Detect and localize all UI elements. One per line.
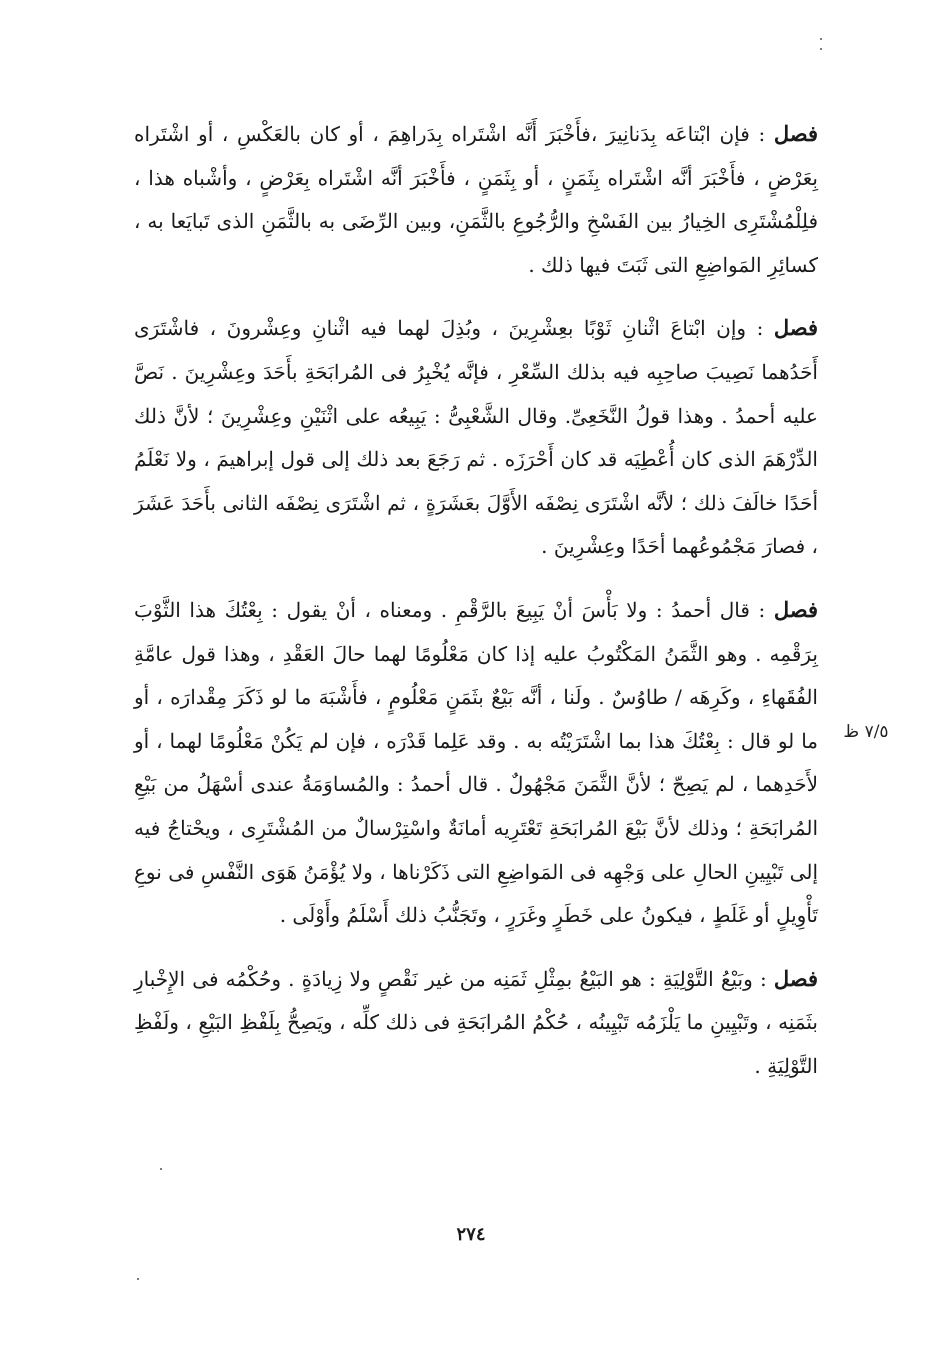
page-number: ٢٧٤ (456, 1224, 486, 1245)
scan-speck (160, 1168, 162, 1170)
section-label: فصل (773, 965, 819, 991)
section-2 (134, 306, 818, 569)
section-text: : وبَيْعُ التَّوْلِيَةِ : هو البَيْعُ بمِثْلِ ثَمَنِه من غير نَقْصٍ ولا زِيادَةٍ . وحُكْمُه فى الإِخْبارِ بثَمَنِه ، وتَبْيِينِ ما يَلْزَمُه تَبْيِينُه ، حُكْمُ المُرابَحَةِ فى ذلك كلِّه ، ويَصِحُّ بِلَفْظِ البَيْعِ ، ولَفْظِ التَّوْلِيَةِ . (134, 966, 818, 1078)
scan-speck (820, 48, 822, 50)
manuscript-folio-note: ٧/٥ ظ (843, 722, 889, 742)
scan-speck (137, 1278, 139, 1280)
section-text: : قال أحمدُ : ولا بَأْسَ أنْ يَبِيعَ بالرَّقْمِ . ومعناه ، أنْ يقول : بِعْتُكَ هذا الثَّوْبَ بِرَقْمِه . وهو الثَّمَنُ المَكْتُوبُ عليه إذا كان مَعْلُومًا لهما حالَ العَقْدِ ، وهذا قول عامَّةِ الفُقَهاءِ ، وكَرِهَه / طاوُسٌ . ولَنا ، أنَّه بَيْعٌ بثَمَنٍ مَعْلُومٍ ، فأَشْبَهَ ما لو ذَكَرَ مِقْدارَه ، أو ما لو قال : بِعْتُكَ هذا بما اشْتَرَيْتُه به . وقد عَلِما قَدْرَه ، فإن لم يَكُنْ مَعْلُومًا لهما ، أو لأَحَدِهما ، لم يَصِحّ ؛ لأنَّ الثَّمَنَ مَجْهُولٌ . قال أحمدُ : والمُساوَمَةُ عندى أسْهَلُ من بَيْعِ المُرابَحَةِ ؛ وذلك لأنَّ بَيْعَ المُرابَحَةِ تَعْتَرِيه أمانَةٌ واسْتِرْسالٌ من المُشْتَرِى ، ويحْتاجُ فيه إلى تَبْيِينِ الحالِ على وَجْهِه فى المَواضِعِ التى ذَكَرْناها ، ولا يُؤْمَنُ هَوَى النَّفْسِ فى نوعِ تَأْوِيلٍ أو غَلَطٍ ، فيكونُ على خَطَرٍ وغَرَرٍ ، وتَجَنُّبُ ذلك أَسْلَمُ وأَوْلَى . (134, 597, 818, 928)
page-body (134, 112, 818, 1107)
section-label: فصل (773, 315, 819, 341)
section-3 (134, 588, 818, 938)
section-label: فصل (773, 121, 818, 146)
section-label: فصل (773, 596, 818, 622)
section-1 (134, 112, 818, 287)
section-text: : فإن ابْتاعَه بِدَنانِيرَ ،فأَخْبَرَ أَنَّه اشْتَراه بِدَراهِمَ ، أو كان بالعَكْسِ ، أو اشْتَراه بِعَرْضٍ ، فأَخْبَرَ أنَّه اشْتَراه بِثَمَنٍ ، أو بِثَمَنٍ ، فأَخْبَرَ أنَّه اشْتَراه بِعَرْضٍ ، وأشْباه هذا ، فلِلْمُشْتَرِى الخِيارُ بين الفَسْخِ والرُّجُوعِ بالثَّمَنِ، وبين الرِّضَى به بالثَّمَنِ الذى تَبايَعا به ، كسائِرِ المَواضِعِ التى ثَبَتَ فيها ذلك . (134, 122, 818, 277)
scan-speck (820, 38, 822, 40)
section-text: : وإن ابْتاعَ اثْنانِ ثَوْبًا بعِشْرِينَ ، وبُذِلَ لهما فيه اثْنانِ وعِشْرونَ ، فاشْتَرَى أَحَدُهما نَصِيبَ صاحِبِه فيه بذلك السِّعْرِ ، فإنَّه يُخْبِرُ فى المُرابَحَةِ بأَحَدَ وعِشْرِينَ . نَصَّ عليه أحمدُ . وهذا قولُ النَّخَعِىِّ. وقال الشَّعْبِىُّ : يَبِيعُه على اثْنَيْنِ وعِشْرِينَ ؛ لأنَّ ذلك الدِّرْهَمَ الذى كان أُعْطِيَه قد كان أَحْرَزَه . ثم رَجَعَ بعد ذلك إلى قول إبراهيمَ ، ولا نَعْلَمُ أحَدًا خالَفَ ذلك ؛ لأنَّه اشْتَرَى نِصْفَه الأَوَّلَ بعَشَرَةٍ ، ثم اشْتَرَى نِصْفَه الثانى بأَحَدَ عَشَرَ ، فصارَ مَجْمُوعُهما أحَدًا وعِشْرِينَ . (134, 316, 818, 559)
section-4 (134, 957, 818, 1089)
